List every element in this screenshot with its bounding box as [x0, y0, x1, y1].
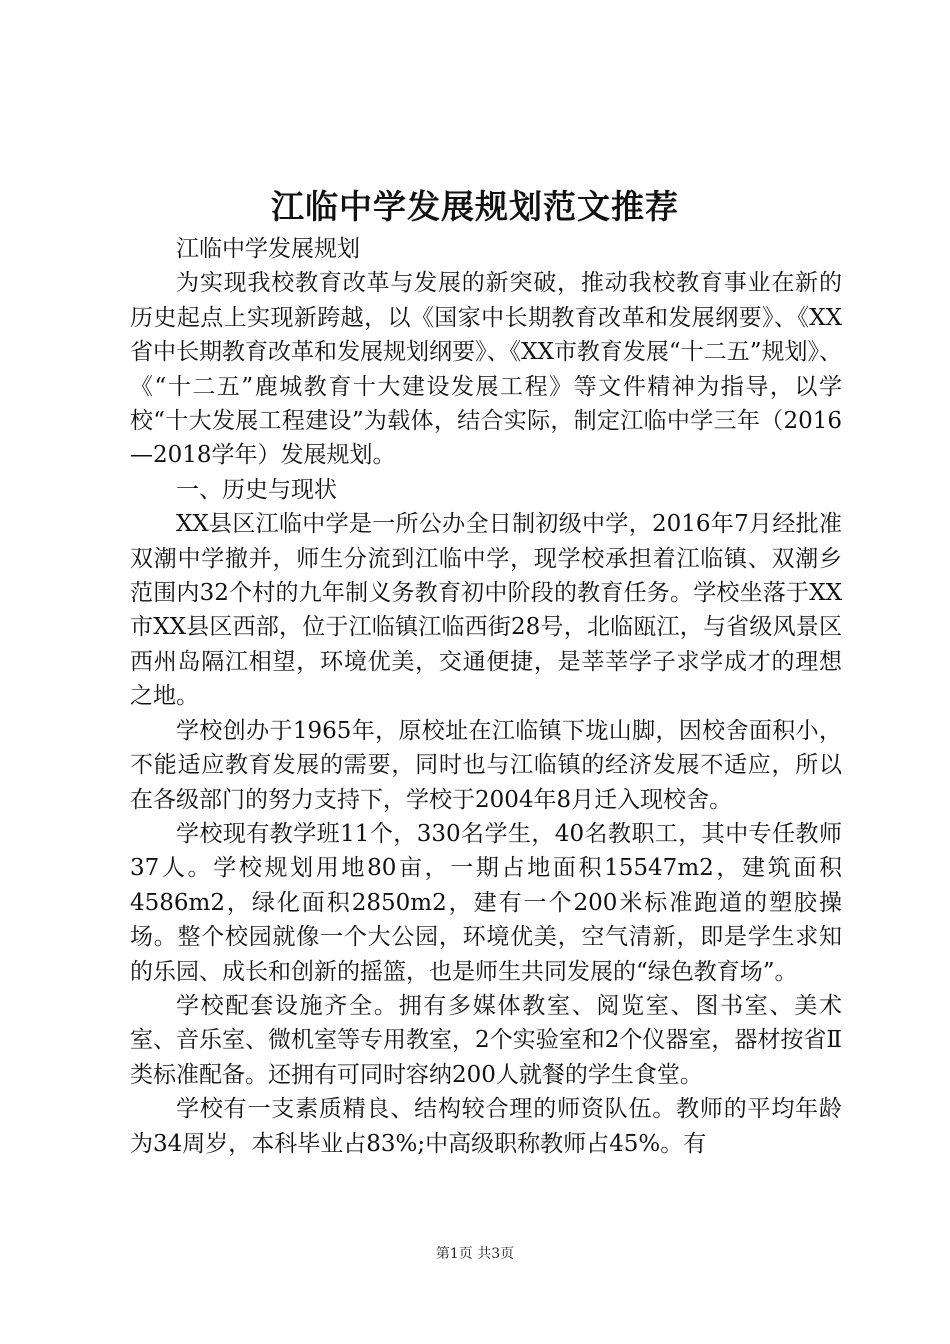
paragraph: 学校创办于1965年，原校址在江临镇下垅山脚，因校舍面积小，不能适应教育发展的需要，同时也与江临镇的经济发展不适应，所以在各级部门的努力支持下，学校于2004年8月迁入现校舍。	[130, 717, 842, 813]
paragraph: 学校有一支素质精良、结构较合理的师资队伍。教师的平均年龄为34周岁，本科毕业占83%;中高级职称教师占45%。有	[130, 1096, 842, 1157]
page-number-footer: 第1页 共3页	[435, 1246, 515, 1262]
paragraph-subtitle: 江临中学发展规划	[176, 236, 360, 262]
paragraph: XX县区江临中学是一所公办全日制初级中学，2016年7月经批准双潮中学撤并，师生分流到江临中学，现学校承担着江临镇、双潮乡范围内32个村的九年制义务教育初中阶段的教育任务。学校坐落于XX市XX县区西部，位于江临镇江临西街28号，北临瓯江，与省级风景区西州岛隔江相望，环境优美，交通便捷，是莘莘学子求学成才的理想之地。	[130, 511, 842, 710]
paragraph: 学校现有教学班11个，330名学生，40名教职工，其中专任教师37人。学校规划用地80亩，一期占地面积15547m2，建筑面积4586m2，绿化面积2850m2，建有一个200米标准跑道的塑胶操场。整个校园就像一个大公园，环境优美，空气清新，即是学生求知的乐园、成长和创新的摇篮，也是师生共同发展的“绿色教育场”。	[130, 820, 842, 985]
document-title: 江临中学发展规划范文推荐	[271, 187, 679, 226]
paragraph-intro: 为实现我校教育改革与发展的新突破，推动我校教育事业在新的历史起点上实现新跨越，以《国家中长期教育改革和发展纲要》、《XX省中长期教育改革和发展规划纲要》、《XX市教育发展“十二五”规划》、《“十二五”鹿城教育十大建设发展工程》等文件精神为指导，以学校“十大发展工程建设”为载体，结合实际，制定江临中学三年（2016—2018学年）发展规划。	[130, 270, 842, 469]
paragraph: 学校配套设施齐全。拥有多媒体教室、阅览室、图书室、美术室、音乐室、微机室等专用教室，2个实验室和2个仪器室，器材按省Ⅱ类标准配备。还拥有可同时容纳200人就餐的学生食堂。	[130, 992, 842, 1088]
document-body	[130, 232, 842, 1161]
section-heading-history: 一、历史与现状	[176, 476, 337, 503]
